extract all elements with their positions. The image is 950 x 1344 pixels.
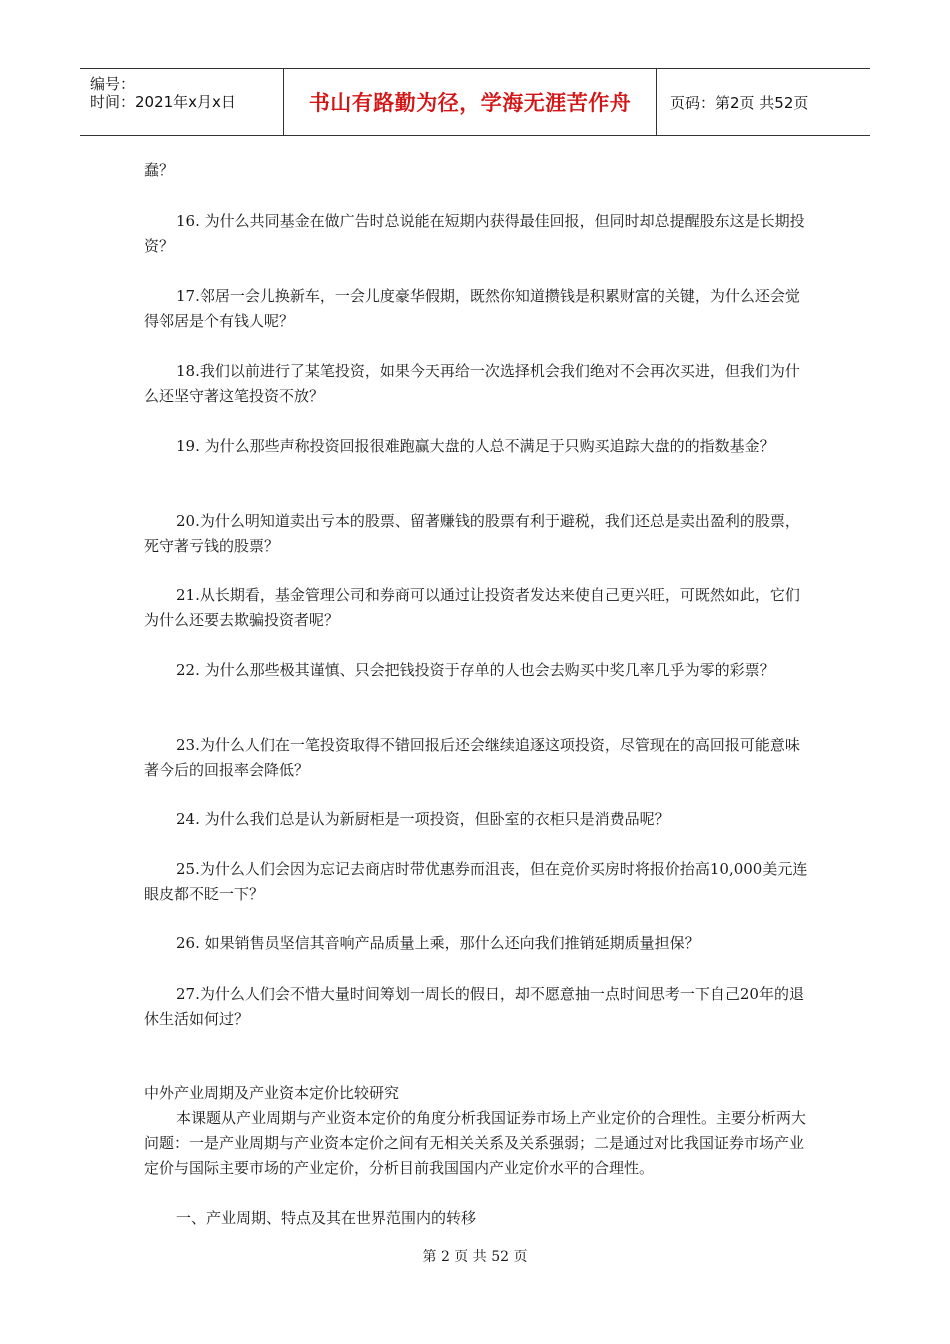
header-meta: [80, 69, 283, 135]
section-title: 中外产业周期及产业资本定价比较研究: [144, 1084, 400, 1102]
question-17: 17.邻居一会儿换新车，一会儿度豪华假期，既然你知道攒钱是积累财富的关键，为什么还会觉得邻居是个有钱人呢？: [144, 287, 800, 330]
header-page-indicator: 页码：第2页 共52页: [670, 93, 809, 112]
page-footer: 第 2 页 共 52 页: [422, 1249, 528, 1265]
question-16: 16. 为什么共同基金在做广告时总说能在短期内获得最佳回报，但同时却总提醒股东这是长期投资？: [144, 212, 805, 255]
continued-fragment: 蠢？: [144, 161, 175, 179]
page-header: [80, 68, 870, 136]
question-27: 27.为什么人们会不惜大量时间筹划一周长的假日，却不愿意抽一点时间思考一下自己20年的退休生活如何过？: [144, 985, 804, 1028]
question-21: 21.从长期看，基金管理公司和券商可以通过让投资者发达来使自己更兴旺，可既然如此，它们为什么还要去欺骗投资者呢？: [144, 586, 800, 629]
document-date-label: 时间：2021年x月x日: [90, 93, 236, 111]
header-motto: 书山有路勤为径，学海无涯苦作舟: [308, 91, 632, 115]
question-23: 23.为什么人们在一笔投资取得不错回报后还会继续追逐这项投资，尽管现在的高回报可能意味著今后的回报率会降低？: [144, 736, 800, 779]
question-24: 24. 为什么我们总是认为新厨柜是一项投资，但卧室的衣柜只是消费品呢？: [176, 810, 670, 828]
question-19: 19. 为什么那些声称投资回报很难跑赢大盘的人总不满足于只购买追踪大盘的的指数基金？: [176, 437, 775, 455]
question-18: 18.我们以前进行了某笔投资，如果今天再给一次选择机会我们绝对不会再次买进，但我们为什么还坚守著这笔投资不放？: [144, 362, 800, 405]
question-25: 25.为什么人们会因为忘记去商店时带优惠券而沮丧，但在竞价买房时将报价抬高10,000美元连眼皮都不眨一下？: [144, 860, 808, 903]
subheading: 一、产业周期、特点及其在世界范围内的转移: [176, 1209, 477, 1227]
question-20: 20.为什么明知道卖出亏本的股票、留著赚钱的股票有利于避税，我们还总是卖出盈利的股票，死守著亏钱的股票？: [144, 512, 800, 555]
question-22: 22. 为什么那些极其谨慎、只会把钱投资于存单的人也会去购买中奖几率几乎为零的彩票？: [176, 661, 775, 679]
intro-paragraph: 本课题从产业周期与产业资本定价的角度分析我国证券市场上产业定价的合理性。主要分析两大问题：一是产业周期与产业资本定价之间有无相关关系及关系强弱；二是通过对比我国证券市场产业定价与国际主要市场的产业定价，分析目前我国国内产业定价水平的合理性。: [144, 1109, 807, 1177]
question-26: 26. 如果销售员坚信其音响产品质量上乘，那什么还向我们推销延期质量担保？: [176, 934, 700, 952]
document-number-label: 编号：: [90, 75, 136, 93]
header-divider: [656, 69, 657, 135]
